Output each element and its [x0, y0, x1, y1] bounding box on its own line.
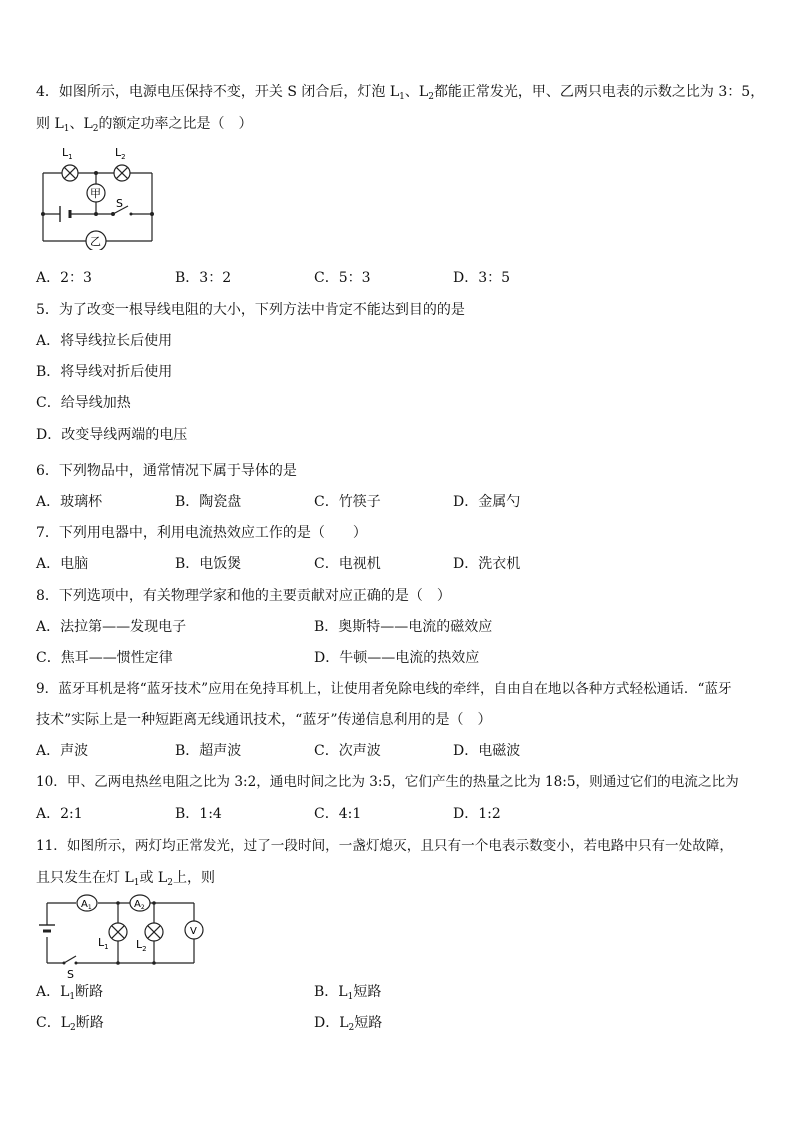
svg-text:A1: $A_1$ — [81, 899, 92, 911]
q4-number: 4． — [36, 84, 59, 100]
q11-option-b-sub: 1 — [347, 992, 354, 1002]
q5-option-a[interactable]: A．将导线拉长后使用 — [36, 333, 173, 349]
q8-option-d[interactable]: D．牛顿——电流的热效应 — [314, 650, 480, 666]
q4-option-a[interactable]: A．2：3 — [36, 270, 92, 286]
q11-option-c-sub: 2 — [70, 1023, 76, 1033]
q9-option-c[interactable]: C．次声波 — [314, 743, 381, 759]
q4-lamp-l2 — [114, 165, 130, 181]
q5-option-d[interactable]: D．改变导线两端的电压 — [36, 427, 188, 443]
q11-option-c-text: 断路 — [75, 1015, 104, 1031]
q4-text: 如图所示，电源电压保持不变，开关 S 闭合后，灯泡 L — [58, 84, 400, 100]
q6-stem: 6．下列物品中，通常情况下属于导体的是 — [36, 463, 297, 479]
q4-text: 都能正常发光，甲、乙两只电表的示数之比为 3：5， — [433, 84, 765, 100]
q6-option-c[interactable]: C．竹筷子 — [314, 494, 381, 510]
q10-option-a[interactable]: A．2:1 — [36, 806, 83, 822]
q10-option-b[interactable]: B．1:4 — [175, 806, 222, 822]
q9-option-b[interactable]: B．超声波 — [175, 743, 242, 759]
q11-voltmeter — [185, 921, 203, 939]
svg-text:A2: $A_2$ — [134, 899, 145, 911]
q11-label-s: S — [67, 968, 74, 980]
q7-option-a[interactable]: A．电脑 — [36, 556, 89, 572]
q11-sub: 2 — [167, 878, 173, 888]
q10-stem: 10．甲、乙两电热丝电阻之比为 3:2，通电时间之比为 3:5，它们产生的热量之比为 18:5，则通过它们的电流之比为 — [36, 774, 739, 790]
q8-stem: 8．下列选项中，有关物理学家和他的主要贡献对应正确的是（ ） — [36, 588, 451, 604]
q11-option-a[interactable] — [36, 982, 103, 1007]
q4-label-yi: 乙 — [90, 235, 101, 248]
q4-stem-line2 — [36, 114, 253, 139]
q4-sub: 1 — [63, 124, 70, 134]
q11-ammeter-a2 — [130, 895, 150, 911]
q4-text: 、L — [404, 84, 429, 100]
q4-sub: 2 — [428, 92, 434, 102]
q7-option-b[interactable]: B．电饭煲 — [175, 556, 242, 572]
q7-stem: 7．下列用电器中，利用电流热效应工作的是（ ） — [36, 525, 367, 541]
q4-text: 则 L — [36, 116, 64, 132]
q4-label-jia: 甲 — [90, 187, 101, 200]
q11-option-d-text: D．L — [314, 1015, 349, 1031]
q11-ammeter-a1 — [77, 895, 97, 911]
q6-option-a[interactable]: A．玻璃杯 — [36, 494, 103, 510]
svg-text:V: V — [190, 926, 197, 937]
q9-option-d[interactable]: D．电磁波 — [453, 743, 521, 759]
q11-text: 且只发生在灯 L — [36, 870, 134, 886]
q10-option-c[interactable]: C．4:1 — [314, 806, 362, 822]
q11-option-b-text: B．L — [314, 984, 348, 1000]
q10-option-d[interactable]: D．1:2 — [453, 806, 501, 822]
q5-option-b[interactable]: B．将导线对折后使用 — [36, 364, 173, 380]
q11-option-a-text: A．L — [36, 984, 70, 1000]
q11-lamp-l2 — [145, 923, 163, 941]
q4-label-s: S — [116, 197, 123, 210]
q11-text: 上，则 — [172, 870, 215, 886]
q11-option-b-text: 短路 — [353, 984, 382, 1000]
q4-label-l2: $L_2$ — [115, 146, 126, 161]
q4-text: 的额定功率之比是（ ） — [98, 116, 253, 132]
q11-lamp-l1 — [109, 923, 127, 941]
q11-option-d-text: 短路 — [354, 1015, 383, 1031]
q11-label-l2: $L_2$ — [136, 938, 147, 953]
q11-option-b[interactable] — [314, 982, 381, 1007]
q9-stem-line1: 9．蓝牙耳机是将“蓝牙技术”应用在免持耳机上，让使用者免除电线的牵绊，自由自在地以各种方式轻松通话．“蓝牙 — [36, 681, 732, 697]
q7-option-d[interactable]: D．洗衣机 — [453, 556, 521, 572]
q8-option-c[interactable]: C．焦耳——惯性定律 — [36, 650, 173, 666]
q11-option-a-text: 断路 — [75, 984, 104, 1000]
q11-battery — [39, 925, 55, 931]
q11-option-c[interactable] — [36, 1013, 104, 1038]
q11-sub: 1 — [133, 878, 140, 888]
q4-option-c[interactable]: C．5：3 — [314, 270, 371, 286]
q11-text: 或 L — [139, 870, 168, 886]
q5-stem: 5．为了改变一根导线电阻的大小，下列方法中肯定不能达到目的的是 — [36, 302, 465, 318]
q9-stem-line2: 技术”实际上是一种短距离无线通讯技术，“蓝牙”传递信息利用的是（ ） — [36, 712, 492, 728]
q11-option-d[interactable] — [314, 1013, 382, 1038]
q11-circuit-diagram — [36, 890, 216, 980]
q11-label-l1: $L_1$ — [98, 936, 109, 951]
q9-option-a[interactable]: A．声波 — [36, 743, 89, 759]
q4-lamp-l1 — [62, 165, 78, 181]
q4-battery — [60, 206, 70, 222]
q6-option-b[interactable]: B．陶瓷盘 — [175, 494, 242, 510]
q4-sub: 2 — [92, 124, 99, 134]
q4-option-d[interactable]: D．3：5 — [453, 270, 511, 286]
q4-option-b[interactable]: B．3：2 — [175, 270, 232, 286]
q4-stem-line1 — [36, 82, 764, 107]
q6-option-d[interactable]: D．金属勺 — [453, 494, 521, 510]
q11-stem-line1: 11．如图所示，两灯均正常发光，过了一段时间，一盏灯熄灭，且只有一个电表示数变小，若电路中只有一处故障， — [36, 838, 733, 854]
q8-option-a[interactable]: A．法拉第——发现电子 — [36, 619, 187, 635]
q4-circuit-diagram — [36, 140, 166, 250]
q4-text: 、L — [69, 116, 93, 132]
q11-option-c-text: C．L — [36, 1015, 71, 1031]
q7-option-c[interactable]: C．电视机 — [314, 556, 381, 572]
q4-label-l1: $L_1$ — [62, 146, 73, 161]
q5-option-c[interactable]: C．给导线加热 — [36, 395, 131, 411]
q8-option-b[interactable]: B．奥斯特——电流的磁效应 — [314, 619, 493, 635]
q4-sub: 1 — [399, 92, 405, 102]
q11-option-d-sub: 2 — [348, 1023, 355, 1033]
q11-option-a-sub: 1 — [69, 992, 76, 1002]
